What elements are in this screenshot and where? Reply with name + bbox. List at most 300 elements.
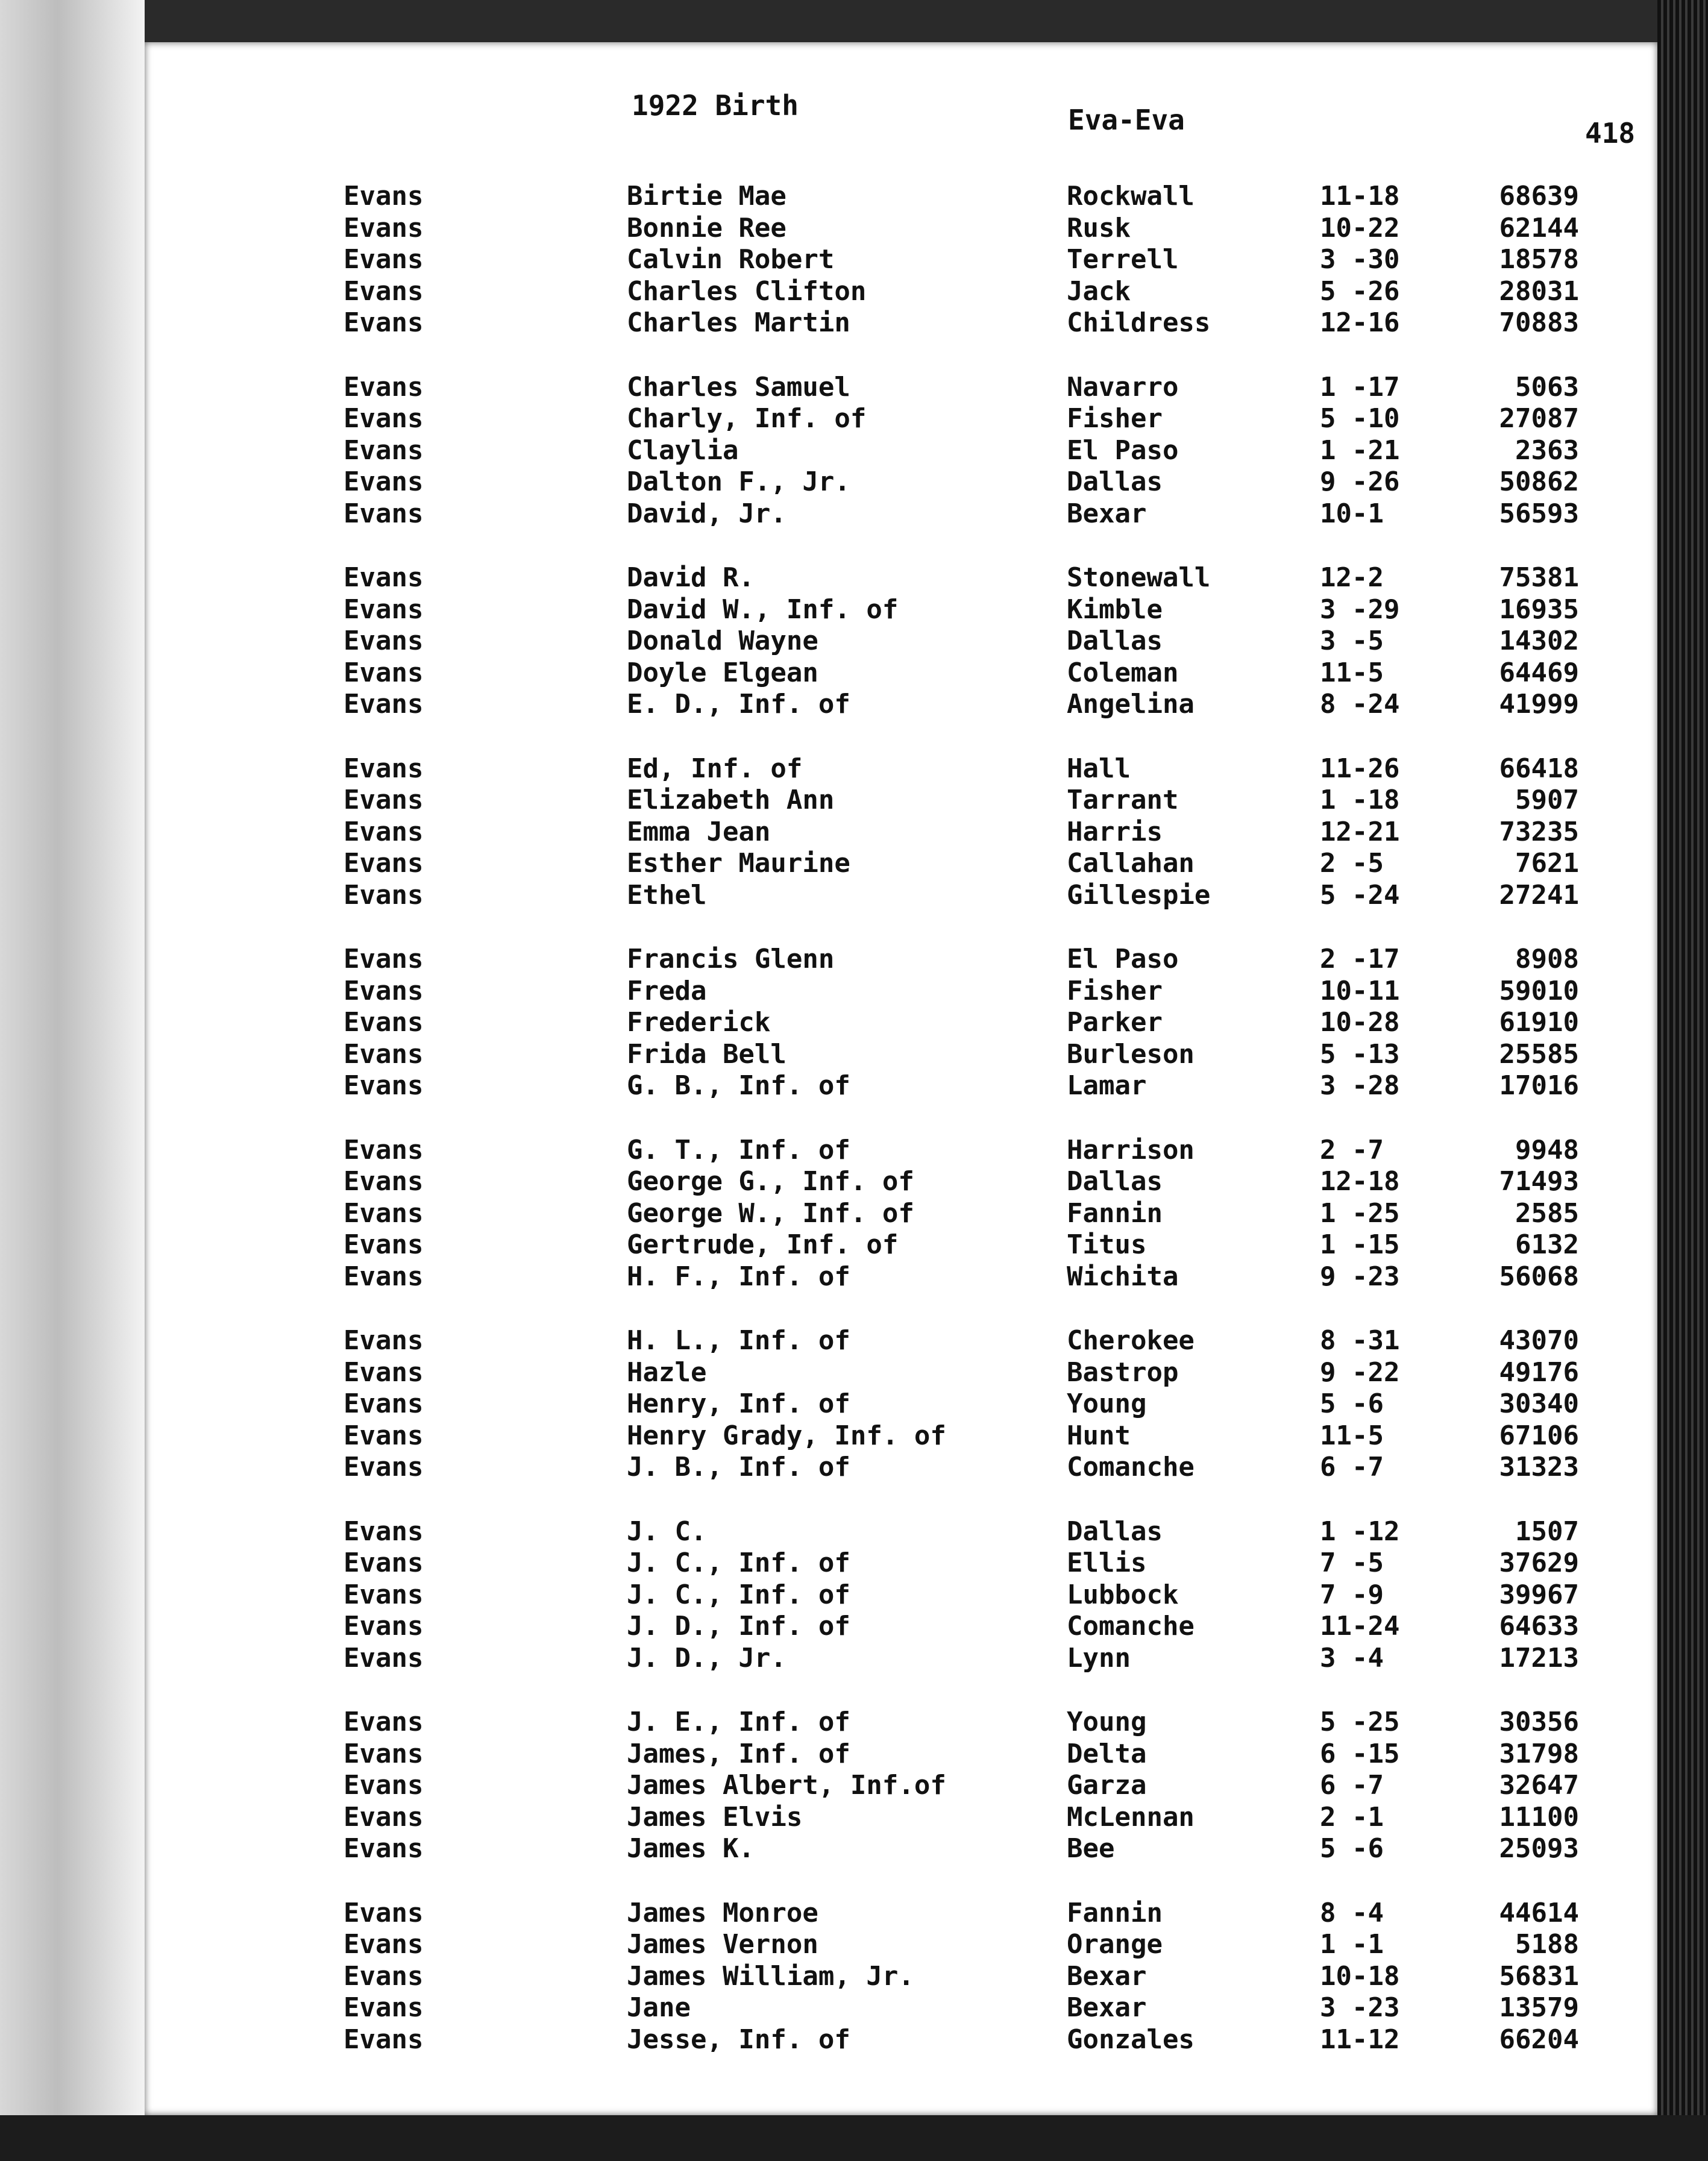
surname-cell: Evans <box>344 1929 424 1960</box>
surname-cell: Evans <box>344 181 424 212</box>
certificate-number-cell: 5063 <box>1515 371 1579 403</box>
record-row <box>145 307 1657 339</box>
birth-date-cell: 10-1 <box>1320 498 1384 529</box>
county-cell: Burleson <box>1067 1038 1195 1070</box>
surname-cell: Evans <box>344 594 424 625</box>
certificate-number-cell: 17016 <box>1499 1070 1579 1101</box>
surname-cell: Evans <box>344 244 424 275</box>
given-name-cell: H. L., Inf. of <box>627 1325 850 1356</box>
certificate-number-cell: 27087 <box>1499 403 1579 434</box>
record-row <box>145 1388 1657 1420</box>
certificate-number-cell: 39967 <box>1499 1579 1579 1610</box>
surname-cell: Evans <box>344 1611 424 1642</box>
county-cell: Rusk <box>1067 212 1131 243</box>
given-name-cell: J. D., Jr. <box>627 1642 786 1673</box>
certificate-number-cell: 11100 <box>1499 1801 1579 1833</box>
certificate-number-cell: 37629 <box>1499 1548 1579 1578</box>
county-cell: Navarro <box>1067 371 1179 403</box>
given-name-cell: E. D., Inf. of <box>627 689 850 720</box>
given-name-cell: Freda <box>627 975 707 1006</box>
birth-date-cell: 7 -9 <box>1320 1579 1384 1610</box>
birth-date-cell: 6 -7 <box>1320 1770 1384 1801</box>
record-row <box>145 1579 1657 1611</box>
record-row <box>145 689 1657 721</box>
certificate-number-cell: 32647 <box>1499 1770 1579 1801</box>
birth-date-cell: 12-18 <box>1320 1166 1400 1197</box>
surname-cell: Evans <box>344 371 424 403</box>
certificate-number-cell: 62144 <box>1499 212 1579 243</box>
county-cell: Ellis <box>1067 1548 1147 1578</box>
birth-date-cell: 5 -6 <box>1320 1388 1384 1419</box>
county-cell: Harris <box>1067 816 1163 847</box>
given-name-cell: Frederick <box>627 1007 771 1038</box>
surname-cell: Evans <box>344 1516 424 1547</box>
birth-date-cell: 11-12 <box>1320 2024 1400 2055</box>
certificate-number-cell: 44614 <box>1499 1897 1579 1928</box>
birth-date-cell: 3 -5 <box>1320 626 1384 656</box>
certificate-number-cell: 56068 <box>1499 1261 1579 1292</box>
birth-date-cell: 8 -4 <box>1320 1897 1384 1928</box>
given-name-cell: Gertrude, Inf. of <box>627 1229 899 1260</box>
county-cell: Comanche <box>1067 1452 1195 1482</box>
birth-date-cell: 6 -7 <box>1320 1452 1384 1482</box>
birth-date-cell: 3 -28 <box>1320 1070 1400 1101</box>
county-cell: Harrison <box>1067 1134 1195 1165</box>
birth-date-cell: 10-28 <box>1320 1007 1400 1038</box>
given-name-cell: James William, Jr. <box>627 1960 914 1992</box>
record-row <box>145 1229 1657 1261</box>
surname-cell: Evans <box>344 1801 424 1833</box>
certificate-number-cell: 9948 <box>1515 1134 1579 1165</box>
record-row <box>145 848 1657 880</box>
birth-date-cell: 3 -29 <box>1320 594 1400 625</box>
certificate-number-cell: 71493 <box>1499 1166 1579 1197</box>
county-cell: Callahan <box>1067 848 1195 879</box>
certificate-number-cell: 75381 <box>1499 562 1579 593</box>
record-row <box>145 1452 1657 1484</box>
record-row <box>145 626 1657 657</box>
given-name-cell: Claylia <box>627 434 739 466</box>
surname-cell: Evans <box>344 1166 424 1197</box>
birth-date-cell: 9 -22 <box>1320 1357 1400 1388</box>
record-group <box>145 1516 1657 1675</box>
county-cell: McLennan <box>1067 1801 1195 1833</box>
given-name-cell: Elizabeth Ann <box>627 785 835 815</box>
certificate-number-cell: 25585 <box>1499 1038 1579 1070</box>
record-row <box>145 1992 1657 2024</box>
county-cell: Stonewall <box>1067 562 1211 593</box>
surname-cell: Evans <box>344 1738 424 1769</box>
county-cell: Young <box>1067 1388 1147 1419</box>
given-name-cell: Hazle <box>627 1357 707 1388</box>
certificate-number-cell: 17213 <box>1499 1642 1579 1673</box>
birth-date-cell: 1 -17 <box>1320 371 1400 403</box>
surname-cell: Evans <box>344 753 424 784</box>
birth-date-cell: 12-2 <box>1320 562 1384 593</box>
county-cell: Bexar <box>1067 1960 1147 1992</box>
surname-cell: Evans <box>344 689 424 720</box>
record-row <box>145 1420 1657 1452</box>
birth-date-cell: 11-5 <box>1320 657 1384 688</box>
certificate-number-cell: 64633 <box>1499 1611 1579 1642</box>
certificate-number-cell: 18578 <box>1499 244 1579 275</box>
record-row <box>145 1039 1657 1071</box>
record-row <box>145 1833 1657 1865</box>
birth-date-cell: 5 -26 <box>1320 275 1400 307</box>
certificate-number-cell: 49176 <box>1499 1357 1579 1388</box>
record-row <box>145 594 1657 626</box>
county-cell: Garza <box>1067 1770 1147 1801</box>
certificate-number-cell: 1507 <box>1515 1516 1579 1547</box>
birth-date-cell: 2 -17 <box>1320 944 1400 974</box>
record-group <box>145 753 1657 912</box>
record-row <box>145 880 1657 912</box>
surname-cell: Evans <box>344 975 424 1006</box>
given-name-cell: H. F., Inf. of <box>627 1261 850 1292</box>
record-row <box>145 1516 1657 1548</box>
certificate-number-cell: 31323 <box>1499 1452 1579 1482</box>
certificate-number-cell: 16935 <box>1499 594 1579 625</box>
surname-cell: Evans <box>344 307 424 338</box>
county-cell: Bastrop <box>1067 1357 1179 1388</box>
surname-cell: Evans <box>344 1007 424 1038</box>
document-page <box>145 42 1657 2115</box>
county-cell: Fisher <box>1067 403 1163 434</box>
given-name-cell: Esther Maurine <box>627 848 850 879</box>
certificate-number-cell: 5907 <box>1515 785 1579 815</box>
county-cell: Bexar <box>1067 1992 1147 2023</box>
certificate-number-cell: 7621 <box>1515 848 1579 879</box>
surname-cell: Evans <box>344 1197 424 1229</box>
certificate-number-cell: 31798 <box>1499 1738 1579 1769</box>
given-name-cell: Birtie Mae <box>627 181 786 212</box>
given-name-cell: Donald Wayne <box>627 626 818 656</box>
birth-date-cell: 5 -6 <box>1320 1833 1384 1864</box>
certificate-number-cell: 66418 <box>1499 753 1579 784</box>
record-row <box>145 1070 1657 1102</box>
birth-date-cell: 10-22 <box>1320 212 1400 243</box>
given-name-cell: Jane <box>627 1992 691 2023</box>
certificate-number-cell: 59010 <box>1499 975 1579 1006</box>
certificate-number-cell: 66204 <box>1499 2024 1579 2055</box>
surname-cell: Evans <box>344 1070 424 1101</box>
given-name-cell: James, Inf. of <box>627 1738 850 1769</box>
given-name-cell: J. E., Inf. of <box>627 1707 850 1737</box>
scan-bottom-margin <box>0 2115 1708 2161</box>
record-row <box>145 1611 1657 1643</box>
given-name-cell: Charly, Inf. of <box>627 403 867 434</box>
record-group <box>145 1898 1657 2056</box>
record-row <box>145 181 1657 213</box>
county-cell: Gonzales <box>1067 2024 1195 2055</box>
given-name-cell: Ed, Inf. of <box>627 753 803 784</box>
birth-date-cell: 5 -25 <box>1320 1707 1400 1737</box>
county-cell: Young <box>1067 1707 1147 1737</box>
given-name-cell: Charles Clifton <box>627 275 867 307</box>
record-group <box>145 562 1657 721</box>
page-number: 418 <box>1585 117 1636 149</box>
surname-cell: Evans <box>344 1770 424 1801</box>
record-row <box>145 1961 1657 1993</box>
given-name-cell: George W., Inf. of <box>627 1197 914 1229</box>
given-name-cell: J. C., Inf. of <box>627 1579 850 1610</box>
record-group <box>145 944 1657 1102</box>
birth-date-cell: 11-18 <box>1320 181 1400 212</box>
certificate-number-cell: 6132 <box>1515 1229 1579 1260</box>
birth-date-cell: 11-26 <box>1320 753 1400 784</box>
record-row <box>145 403 1657 435</box>
record-row <box>145 562 1657 594</box>
given-name-cell: James Monroe <box>627 1897 818 1928</box>
record-group <box>145 1325 1657 1484</box>
surname-cell: Evans <box>344 1388 424 1419</box>
page-header <box>145 42 1657 149</box>
record-row <box>145 1261 1657 1293</box>
birth-date-cell: 3 -30 <box>1320 244 1400 275</box>
scan-left-margin <box>0 0 145 2161</box>
birth-date-cell: 11-24 <box>1320 1611 1400 1642</box>
record-row <box>145 1898 1657 1930</box>
birth-date-cell: 5 -13 <box>1320 1038 1400 1070</box>
surname-cell: Evans <box>344 944 424 974</box>
birth-date-cell: 9 -23 <box>1320 1261 1400 1292</box>
surname-cell: Evans <box>344 212 424 243</box>
surname-cell: Evans <box>344 466 424 497</box>
given-name-cell: Charles Samuel <box>627 371 850 403</box>
given-name-cell: Bonnie Ree <box>627 212 786 243</box>
county-cell: Coleman <box>1067 657 1179 688</box>
surname-cell: Evans <box>344 275 424 307</box>
record-row <box>145 466 1657 498</box>
county-cell: Angelina <box>1067 689 1195 720</box>
surname-cell: Evans <box>344 1420 424 1451</box>
certificate-number-cell: 56831 <box>1499 1960 1579 1992</box>
surname-cell: Evans <box>344 1261 424 1292</box>
given-name-cell: Doyle Elgean <box>627 657 818 688</box>
given-name-cell: Charles Martin <box>627 307 850 338</box>
birth-date-cell: 1 -12 <box>1320 1516 1400 1547</box>
certificate-number-cell: 43070 <box>1499 1325 1579 1356</box>
record-row <box>145 1548 1657 1579</box>
record-row <box>145 817 1657 848</box>
given-name-cell: James Albert, Inf.of <box>627 1770 946 1801</box>
given-name-cell: Calvin Robert <box>627 244 835 275</box>
record-row <box>145 435 1657 467</box>
county-cell: Dallas <box>1067 1166 1163 1197</box>
record-row <box>145 2024 1657 2056</box>
surname-cell: Evans <box>344 848 424 879</box>
county-cell: Fannin <box>1067 1197 1163 1229</box>
record-row <box>145 372 1657 404</box>
surname-cell: Evans <box>344 2024 424 2055</box>
surname-cell: Evans <box>344 1707 424 1737</box>
given-name-cell: J. C. <box>627 1516 707 1547</box>
record-row <box>145 753 1657 785</box>
certificate-number-cell: 30356 <box>1499 1707 1579 1737</box>
record-row <box>145 276 1657 308</box>
record-row <box>145 976 1657 1008</box>
birth-date-cell: 1 -15 <box>1320 1229 1400 1260</box>
surname-cell: Evans <box>344 1642 424 1673</box>
surname-cell: Evans <box>344 562 424 593</box>
birth-date-cell: 8 -31 <box>1320 1325 1400 1356</box>
county-cell: Kimble <box>1067 594 1163 625</box>
county-cell: Gillespie <box>1067 879 1211 911</box>
birth-date-cell: 2 -5 <box>1320 848 1384 879</box>
given-name-cell: Ethel <box>627 879 707 911</box>
surname-cell: Evans <box>344 1229 424 1260</box>
certificate-number-cell: 68639 <box>1499 181 1579 212</box>
birth-date-cell: 1 -21 <box>1320 434 1400 466</box>
surname-cell: Evans <box>344 498 424 529</box>
record-row <box>145 1325 1657 1357</box>
certificate-number-cell: 67106 <box>1499 1420 1579 1451</box>
county-cell: Wichita <box>1067 1261 1179 1292</box>
county-cell: Childress <box>1067 307 1211 338</box>
county-cell: Comanche <box>1067 1611 1195 1642</box>
birth-index-list <box>145 181 1657 2088</box>
given-name-cell: Emma Jean <box>627 816 771 847</box>
surname-cell: Evans <box>344 626 424 656</box>
given-name-cell: Henry Grady, Inf. of <box>627 1420 946 1451</box>
certificate-number-cell: 64469 <box>1499 657 1579 688</box>
certificate-number-cell: 61910 <box>1499 1007 1579 1038</box>
surname-cell: Evans <box>344 1357 424 1388</box>
surname-cell: Evans <box>344 785 424 815</box>
certificate-number-cell: 56593 <box>1499 498 1579 529</box>
certificate-number-cell: 13579 <box>1499 1992 1579 2023</box>
county-cell: Jack <box>1067 275 1131 307</box>
record-row <box>145 1739 1657 1771</box>
county-cell: Bee <box>1067 1833 1115 1864</box>
surname-cell: Evans <box>344 1833 424 1864</box>
county-cell: Tarrant <box>1067 785 1179 815</box>
certificate-number-cell: 25093 <box>1499 1833 1579 1864</box>
given-name-cell: J. D., Inf. of <box>627 1611 850 1642</box>
birth-date-cell: 11-5 <box>1320 1420 1384 1451</box>
birth-date-cell: 5 -24 <box>1320 879 1400 911</box>
given-name-cell: Jesse, Inf. of <box>627 2024 850 2055</box>
record-row <box>145 498 1657 530</box>
surname-cell: Evans <box>344 1325 424 1356</box>
record-row <box>145 1135 1657 1167</box>
surname-cell: Evans <box>344 403 424 434</box>
given-name-cell: George G., Inf. of <box>627 1166 914 1197</box>
county-cell: Rockwall <box>1067 181 1195 212</box>
certificate-number-cell: 41999 <box>1499 689 1579 720</box>
county-cell: Hunt <box>1067 1420 1131 1451</box>
record-row <box>145 213 1657 245</box>
given-name-cell: Dalton F., Jr. <box>627 466 850 497</box>
county-cell: Orange <box>1067 1929 1163 1960</box>
birth-date-cell: 10-11 <box>1320 975 1400 1006</box>
given-name-cell: Frida Bell <box>627 1038 786 1070</box>
record-group <box>145 181 1657 339</box>
birth-date-cell: 8 -24 <box>1320 689 1400 720</box>
county-cell: Dallas <box>1067 1516 1163 1547</box>
surname-cell: Evans <box>344 1960 424 1992</box>
surname-cell: Evans <box>344 1548 424 1578</box>
page-title: 1922 Birth <box>632 89 799 122</box>
birth-date-cell: 6 -15 <box>1320 1738 1400 1769</box>
county-cell: Hall <box>1067 753 1131 784</box>
record-row <box>145 1707 1657 1739</box>
surname-cell: Evans <box>344 1038 424 1070</box>
birth-date-cell: 2 -1 <box>1320 1801 1384 1833</box>
record-group <box>145 1135 1657 1293</box>
certificate-number-cell: 5188 <box>1515 1929 1579 1960</box>
certificate-number-cell: 73235 <box>1499 816 1579 847</box>
record-row <box>145 1770 1657 1802</box>
county-cell: Lynn <box>1067 1642 1131 1673</box>
county-cell: El Paso <box>1067 434 1179 466</box>
record-row <box>145 1357 1657 1389</box>
county-cell: Titus <box>1067 1229 1147 1260</box>
record-row <box>145 785 1657 817</box>
surname-cell: Evans <box>344 657 424 688</box>
county-cell: Cherokee <box>1067 1325 1195 1356</box>
record-row <box>145 1166 1657 1198</box>
county-cell: Dallas <box>1067 626 1163 656</box>
given-name-cell: David, Jr. <box>627 498 786 529</box>
county-cell: Lubbock <box>1067 1579 1179 1610</box>
certificate-number-cell: 2363 <box>1515 434 1579 466</box>
birth-date-cell: 3 -23 <box>1320 1992 1400 2023</box>
birth-date-cell: 9 -26 <box>1320 466 1400 497</box>
certificate-number-cell: 28031 <box>1499 275 1579 307</box>
surname-cell: Evans <box>344 1452 424 1482</box>
given-name-cell: J. B., Inf. of <box>627 1452 850 1482</box>
record-group <box>145 1707 1657 1865</box>
birth-date-cell: 7 -5 <box>1320 1548 1384 1578</box>
given-name-cell: David W., Inf. of <box>627 594 899 625</box>
birth-date-cell: 2 -7 <box>1320 1134 1384 1165</box>
county-cell: Parker <box>1067 1007 1163 1038</box>
record-row <box>145 1929 1657 1961</box>
record-row <box>145 1007 1657 1039</box>
record-row <box>145 657 1657 689</box>
surname-cell: Evans <box>344 1897 424 1928</box>
birth-date-cell: 1 -18 <box>1320 785 1400 815</box>
given-name-cell: G. T., Inf. of <box>627 1134 850 1165</box>
certificate-number-cell: 70883 <box>1499 307 1579 338</box>
record-row <box>145 1643 1657 1675</box>
birth-date-cell: 10-18 <box>1320 1960 1400 1992</box>
birth-date-cell: 1 -25 <box>1320 1197 1400 1229</box>
birth-date-cell: 5 -10 <box>1320 403 1400 434</box>
record-row <box>145 1198 1657 1230</box>
record-row <box>145 1802 1657 1834</box>
certificate-number-cell: 8908 <box>1515 944 1579 974</box>
certificate-number-cell: 30340 <box>1499 1388 1579 1419</box>
county-cell: Bexar <box>1067 498 1147 529</box>
birth-date-cell: 12-16 <box>1320 307 1400 338</box>
surname-cell: Evans <box>344 816 424 847</box>
county-cell: Lamar <box>1067 1070 1147 1101</box>
surname-cell: Evans <box>344 879 424 911</box>
birth-date-cell: 12-21 <box>1320 816 1400 847</box>
certificate-number-cell: 14302 <box>1499 626 1579 656</box>
given-name-cell: J. C., Inf. of <box>627 1548 850 1578</box>
index-range: Eva-Eva <box>1068 104 1185 136</box>
given-name-cell: David R. <box>627 562 755 593</box>
scan-right-binding <box>1657 0 1708 2161</box>
given-name-cell: James Vernon <box>627 1929 818 1960</box>
county-cell: Delta <box>1067 1738 1147 1769</box>
certificate-number-cell: 50862 <box>1499 466 1579 497</box>
birth-date-cell: 1 -1 <box>1320 1929 1384 1960</box>
surname-cell: Evans <box>344 434 424 466</box>
